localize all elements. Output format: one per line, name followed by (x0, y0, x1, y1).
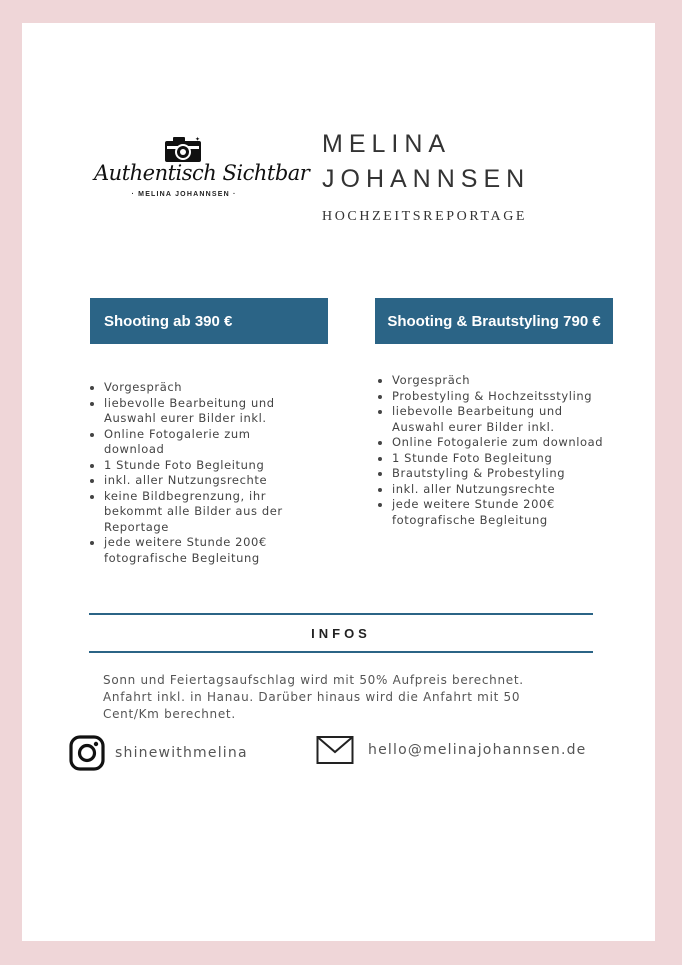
name-line-1: MELINA (322, 130, 452, 158)
list-item: • Brautstyling & Probestyling (392, 466, 612, 482)
email-contact[interactable] (316, 735, 587, 765)
logo-subtitle: · MELINA JOHANNSEN · (131, 191, 237, 198)
camera-icon (164, 135, 202, 163)
svg-text:✦: ✦ (195, 136, 201, 143)
list-item: • keine Bildbegrenzung, ihr bekommt alle Bilder aus der Reportage (104, 489, 309, 536)
list-item: • jede weitere Stunde 200€ fotografische Begleitung (392, 497, 612, 528)
instagram-handle[interactable]: shinewithmelina (115, 745, 248, 761)
logo (94, 135, 310, 215)
list-item: • Probestyling & Hochzeitsstyling (392, 389, 612, 405)
instagram-icon (69, 735, 105, 771)
package-2-features (378, 373, 612, 528)
price-sheet (22, 23, 655, 941)
list-item: • liebevolle Bearbeitung und Auswahl eurer Bilder inkl. (104, 396, 309, 427)
package-1-title: Shooting ab 390 € (90, 298, 328, 344)
envelope-icon (316, 735, 354, 765)
package-1-features (90, 380, 309, 566)
list-item: • 1 Stunde Foto Begleitung (392, 451, 612, 467)
logo-script: Authentisch Sichtbar (94, 161, 310, 185)
photographer-name (322, 127, 530, 197)
list-item: • 1 Stunde Foto Begleitung (104, 458, 309, 474)
list-item: • Vorgespräch (392, 373, 612, 389)
list-item: • Online Fotogalerie zum download (104, 427, 309, 458)
instagram-contact[interactable] (69, 735, 248, 771)
infos-bottom-divider (89, 651, 593, 653)
list-item: • liebevolle Bearbeitung und Auswahl eurer Bilder inkl. (392, 404, 612, 435)
email-address[interactable]: hello@melinajohannsen.de (368, 742, 587, 758)
list-item: • Online Fotogalerie zum download (392, 435, 612, 451)
infos-top-divider (89, 613, 593, 615)
list-item: • Vorgespräch (104, 380, 309, 396)
infos-heading: INFOS (311, 626, 371, 641)
infos-text: Sonn und Feiertagsaufschlag wird mit 50% Aufpreis berechnet. Anfahrt inkl. in Hanau. Darüber hinaus wird die Anfahrt mit 50 Cent/Km berechnet. (103, 673, 524, 721)
list-item: • inkl. aller Nutzungsrechte (104, 473, 309, 489)
list-item: • jede weitere Stunde 200€ fotografische Begleitung (104, 535, 309, 566)
package-2-title: Shooting & Brautstyling 790 € (375, 298, 613, 344)
name-line-2: JOHANNSEN (322, 165, 531, 193)
page-subtitle: HOCHZEITSREPORTAGE (322, 209, 528, 224)
list-item: • inkl. aller Nutzungsrechte (392, 482, 612, 498)
